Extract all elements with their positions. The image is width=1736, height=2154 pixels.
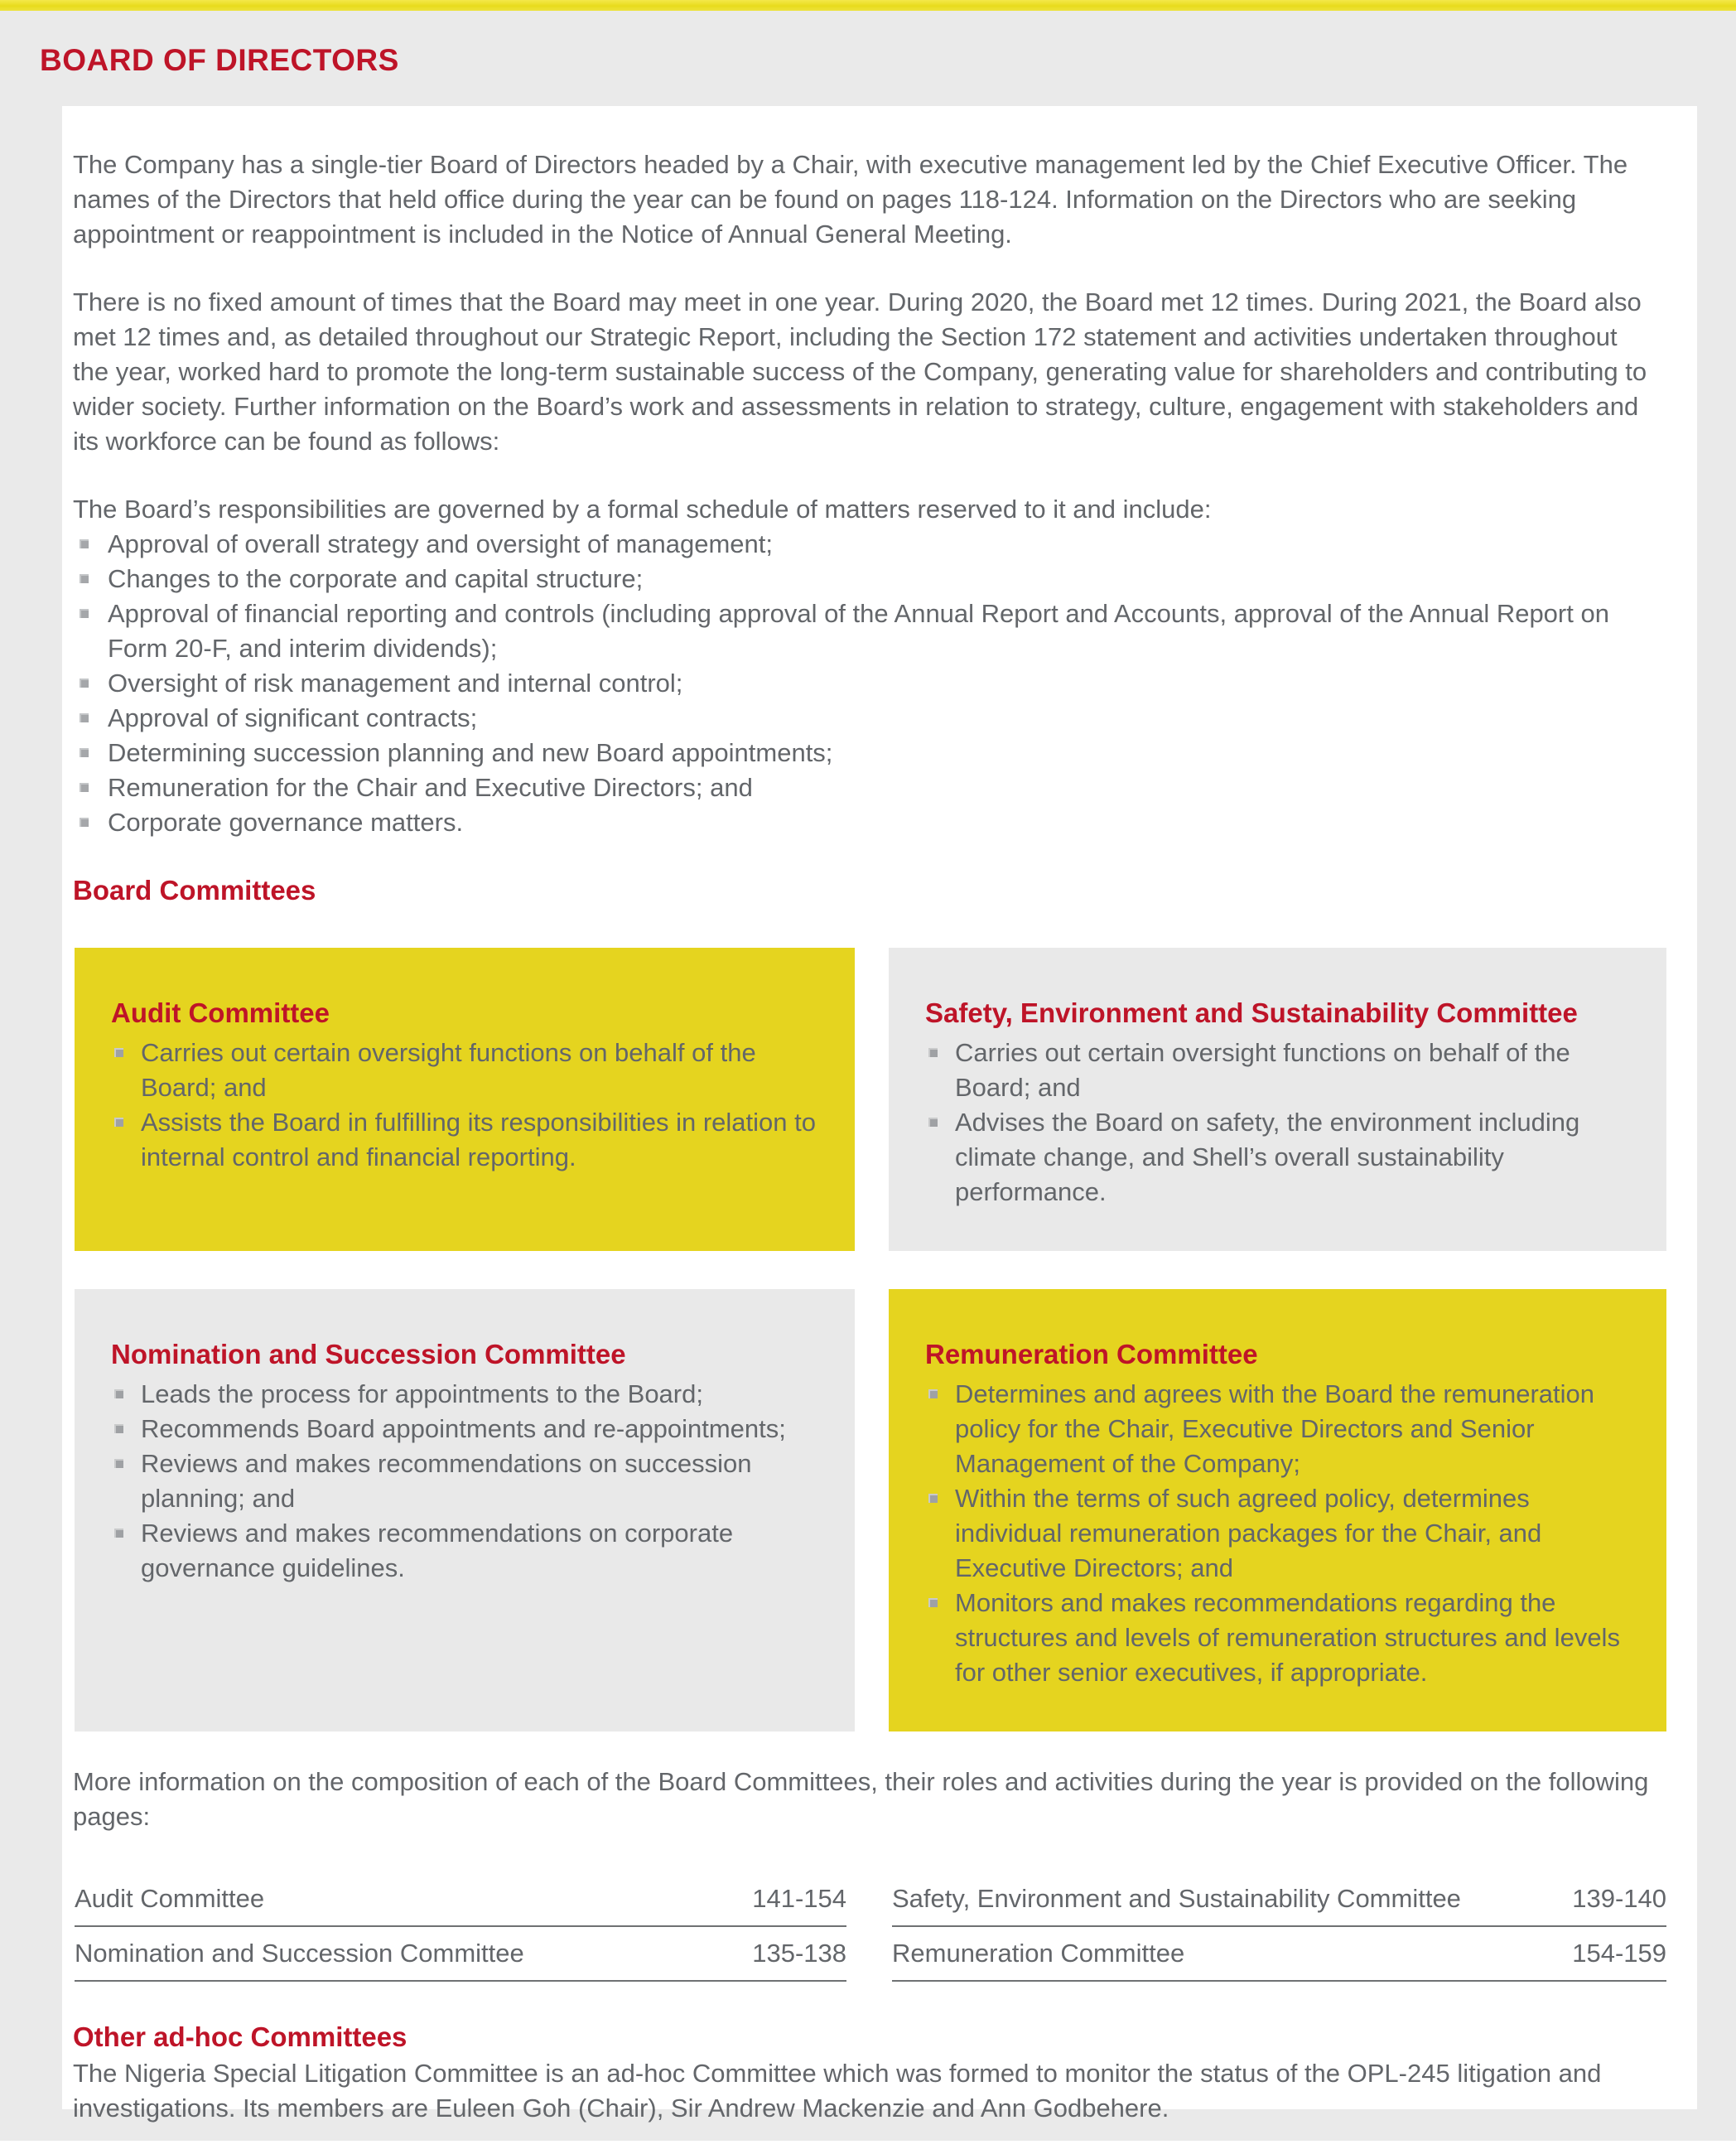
page-reference-pages: 154-159 (1572, 1939, 1666, 1968)
committee-title: Safety, Environment and Sustainability Committee (925, 997, 1578, 1028)
adhoc-committees-paragraph: The Nigeria Special Litigation Committee is an ad-hoc Committee which was formed to monitor the status of the OPL-245 litigation and investigations. Its members are Euleen Goh (Chair), Sir Andrew Mackenzie and Ann Godbehere. (73, 2059, 1602, 2123)
bullet-icon (80, 748, 89, 757)
page-reference-pages: 141-154 (752, 1884, 846, 1913)
list-item-text: Monitors and makes recommendations regarding the structures and levels of remuneration structures and levels for other senior executives, if appropriate. (955, 1588, 1620, 1687)
list-item (111, 1036, 817, 1105)
responsibilities-intro: The Board’s responsibilities are governed by a formal schedule of matters reserved to it and include: (73, 495, 1212, 524)
committee-title: Nomination and Succession Committee (111, 1339, 626, 1369)
list-item (73, 527, 1652, 562)
responsibilities-list (73, 527, 1652, 840)
committee-list (925, 1377, 1629, 1690)
adhoc-committees-heading: Other ad-hoc Committees (73, 2021, 407, 2052)
list-item (111, 1516, 817, 1586)
page-reference-pages: 135-138 (752, 1939, 846, 1968)
committee-title: Remuneration Committee (925, 1339, 1258, 1369)
list-item-text: Approval of significant contracts; (108, 703, 478, 732)
bullet-icon (928, 1389, 938, 1398)
list-item (73, 666, 1652, 701)
committee-list (111, 1036, 817, 1175)
list-item-text: Assists the Board in fulfilling its responsibilities in relation to internal control and financial reporting. (141, 1108, 816, 1171)
list-item (111, 1412, 817, 1446)
bullet-icon (114, 1389, 123, 1398)
page-reference-row (75, 1927, 846, 1982)
bullet-icon (80, 539, 89, 548)
bottom-page-edge (0, 2141, 1736, 2154)
bullet-icon (114, 1529, 123, 1538)
list-item (925, 1586, 1629, 1690)
bullet-icon (114, 1459, 123, 1468)
list-item (111, 1377, 817, 1412)
top-accent-bar (0, 0, 1736, 11)
list-item-text: Determines and agrees with the Board the remuneration policy for the Chair, Executive Directors and Senior Management of the Company; (955, 1379, 1594, 1478)
committee-list (111, 1377, 817, 1586)
list-item (73, 736, 1652, 770)
list-item-text: Approval of overall strategy and oversight of management; (108, 529, 774, 558)
page-reference-column-right (892, 1872, 1666, 1982)
committee-boxes (75, 948, 1697, 1731)
page-reference-table (75, 1872, 1697, 1982)
bullet-icon (80, 574, 89, 583)
list-item-text: Reviews and makes recommendations on corporate governance guidelines. (141, 1519, 734, 1582)
page-reference-row (75, 1872, 846, 1927)
committee-title: Audit Committee (111, 997, 330, 1028)
page-reference-label: Safety, Environment and Sustainability Committee (892, 1884, 1461, 1913)
page-reference-label: Nomination and Succession Committee (75, 1939, 524, 1968)
list-item-text: Remuneration for the Chair and Executive Directors; and (108, 773, 753, 802)
list-item-text: Leads the process for appointments to the Board; (141, 1379, 703, 1408)
bullet-icon (80, 713, 89, 722)
bullet-icon (114, 1048, 123, 1057)
bullet-icon (80, 783, 89, 792)
page-reference-row (892, 1927, 1666, 1982)
committee-box-remuneration (889, 1289, 1666, 1731)
list-item (73, 562, 1652, 596)
list-item-text: Determining succession planning and new Board appointments; (108, 738, 833, 767)
page-reference-pages: 139-140 (1572, 1884, 1666, 1913)
list-item-text: Approval of financial reporting and controls (including approval of the Annual Report and Accounts, approval of the Annual Report on Form 20-F, and interim dividends); (108, 599, 1609, 663)
list-item (73, 701, 1652, 736)
list-item (73, 770, 1652, 805)
committee-box-audit (75, 948, 855, 1251)
bullet-icon (928, 1598, 938, 1607)
list-item (111, 1446, 817, 1516)
list-item-text: Carries out certain oversight functions on behalf of the Board; and (955, 1038, 1570, 1102)
content-panel (62, 106, 1697, 2123)
list-item-text: Reviews and makes recommendations on succession planning; and (141, 1449, 752, 1513)
page-reference-column-left (75, 1872, 846, 1982)
list-item (925, 1036, 1629, 1105)
list-item-text: Within the terms of such agreed policy, determines individual remuneration packages for the Chair, and Executive Directors; and (955, 1484, 1542, 1582)
list-item (925, 1481, 1629, 1586)
bullet-icon (114, 1118, 123, 1127)
bullet-icon (928, 1118, 938, 1127)
bullet-icon (80, 679, 89, 688)
page-reference-row (892, 1872, 1666, 1927)
more-information-text: More information on the composition of each of the Board Committees, their roles and activities during the year is provided on the following pages: (73, 1767, 1649, 1831)
list-item-text: Corporate governance matters. (108, 808, 464, 837)
bullet-icon (80, 609, 89, 618)
page-title: BOARD OF DIRECTORS (40, 43, 399, 77)
list-item (925, 1105, 1629, 1210)
committee-box-safety (889, 948, 1666, 1251)
committee-box-nomination (75, 1289, 855, 1731)
list-item-text: Carries out certain oversight functions on behalf of the Board; and (141, 1038, 756, 1102)
bullet-icon (928, 1048, 938, 1057)
board-committees-heading: Board Committees (73, 875, 316, 906)
list-item-text: Advises the Board on safety, the environment including climate change, and Shell’s overall sustainability performance. (955, 1108, 1580, 1206)
list-item-text: Oversight of risk management and internal control; (108, 669, 683, 698)
bullet-icon (80, 818, 89, 827)
list-item-text: Changes to the corporate and capital structure; (108, 564, 644, 593)
bullet-icon (114, 1424, 123, 1433)
list-item-text: Recommends Board appointments and re-appointments; (141, 1414, 786, 1443)
committee-list (925, 1036, 1629, 1210)
list-item (111, 1105, 817, 1175)
bullet-icon (928, 1494, 938, 1503)
page-reference-label: Remuneration Committee (892, 1939, 1185, 1968)
list-item (925, 1377, 1629, 1481)
page-reference-label: Audit Committee (75, 1884, 265, 1913)
list-item (73, 596, 1652, 666)
list-item (73, 805, 1652, 840)
intro-paragraph-1: The Company has a single-tier Board of Directors headed by a Chair, with executive management led by the Chief Executive Officer. The names of the Directors that held office during the year can be found on pages 118-124. Information on the Directors who are seeking appointment or reappointment is included in the Notice of Annual General Meeting. (73, 150, 1628, 249)
intro-paragraph-2: There is no fixed amount of times that the Board may meet in one year. During 2020, the Board met 12 times. During 2021, the Board also met 12 times and, as detailed throughout our Strategic Report, including the Section 172 statement and activities undertaken throughout the year, worked hard to promote the long-term sustainable success of the Company, generating value for shareholders and contributing to wider society. Further information on the Board’s work and assessments in relation to strategy, culture, engagement with stakeholders and its workforce can be found as follows: (73, 287, 1647, 456)
